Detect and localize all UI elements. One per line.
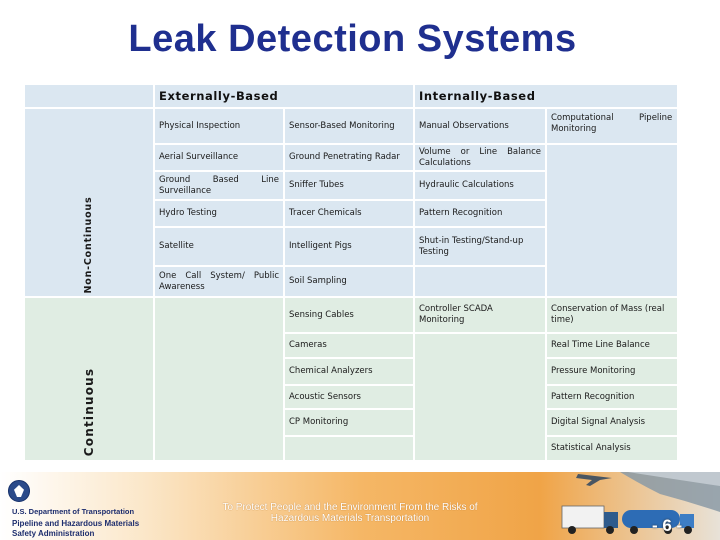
- cell-controller-scada-monitoring: [415, 298, 545, 332]
- corner-cell: [25, 85, 153, 107]
- page-number: - 6 -: [652, 516, 683, 535]
- agency-line-2: Pipeline and Hazardous Materials: [12, 519, 140, 528]
- cell-tracer-chemicals: Tracer Chemicals: [285, 201, 413, 226]
- cell-col1-continuous-empty: [155, 298, 283, 460]
- cell-computational-pipeline-monitoring: [547, 109, 677, 143]
- cell-chemical-analyzers: Chemical Analyzers: [285, 359, 413, 384]
- agency-line-1: U.S. Department of Transportation: [12, 507, 135, 516]
- cell-pressure-monitoring: Pressure Monitoring: [547, 359, 677, 384]
- cell-sensor-based-monitoring: Sensor-Based Monitoring: [285, 109, 413, 143]
- label-continuous: Continuous: [82, 367, 96, 457]
- cell-hydro-testing: Hydro Testing: [155, 201, 283, 226]
- controller-scada-text: Controller SCADA Monitoring: [419, 304, 493, 325]
- cell-col3-continuous-empty: [415, 334, 545, 460]
- cell-col2-empty: [285, 437, 413, 460]
- transport-illustration: [0, 472, 720, 540]
- airplane-icon: [576, 474, 612, 486]
- cell-sensing-cables: Sensing Cables: [285, 298, 413, 332]
- cell-hydraulic-calculations: Hydraulic Calculations: [415, 172, 545, 199]
- truck-icon: [562, 506, 618, 534]
- cell-statistical-analysis: Statistical Analysis: [547, 437, 677, 460]
- cell-manual-observations: Manual Observations: [415, 109, 545, 143]
- cell-cameras: Cameras: [285, 334, 413, 357]
- footer-banner: [0, 472, 720, 540]
- slogan-line-2: Hazardous Materials Transportation: [270, 513, 430, 524]
- cell-intelligent-pigs: Intelligent Pigs: [285, 228, 413, 265]
- cell-shut-in-testing: Shut-in Testing/Stand-up Testing: [415, 228, 545, 265]
- cell-real-time-line-balance: Real Time Line Balance: [547, 334, 677, 357]
- page-title: Leak Detection Systems: [128, 18, 577, 60]
- cell-ground-penetrating-radar: Ground Penetrating Radar: [285, 145, 413, 170]
- header-externally-based: Externally-Based: [155, 85, 413, 107]
- cell-pattern-recognition-continuous: Pattern Recognition: [547, 386, 677, 408]
- cell-volume-line-balance: Volume or Line Balance Calculations: [415, 145, 545, 170]
- pipeline-text: Pipeline: [639, 113, 673, 123]
- cell-satellite: Satellite: [155, 228, 283, 265]
- cell-aerial-surveillance: Aerial Surveillance: [155, 145, 283, 170]
- cell-pattern-recognition-internal: Pattern Recognition: [415, 201, 545, 226]
- cell-physical-inspection: Physical Inspection: [155, 109, 283, 143]
- cell-conservation-of-mass: Conservation of Mass (real time): [547, 298, 677, 332]
- label-non-continuous: Non-Continuous: [83, 196, 94, 294]
- cell-one-call-system: One Call System/ Public Awareness: [155, 267, 283, 296]
- computational-monitoring-text: Computational Monitoring: [551, 113, 614, 134]
- cell-col4-non-continuous-empty: [547, 145, 677, 296]
- pipeline-icon: [620, 472, 720, 512]
- cell-digital-signal-analysis: Digital Signal Analysis: [547, 410, 677, 435]
- cell-soil-sampling: Soil Sampling: [285, 267, 413, 296]
- slogan-line-1: To Protect People and the Environment From the Risks of: [222, 502, 478, 513]
- cell-acoustic-sensors: Acoustic Sensors: [285, 386, 413, 408]
- cell-cp-monitoring: CP Monitoring: [285, 410, 413, 435]
- agency-line-3: Safety Administration: [12, 529, 95, 538]
- cell-ground-based-line-surveillance: Ground Based Line Surveillance: [155, 172, 283, 199]
- cell-col3-r6-empty: [415, 267, 545, 296]
- cell-sniffer-tubes: Sniffer Tubes: [285, 172, 413, 199]
- header-internally-based: Internally-Based: [415, 85, 677, 107]
